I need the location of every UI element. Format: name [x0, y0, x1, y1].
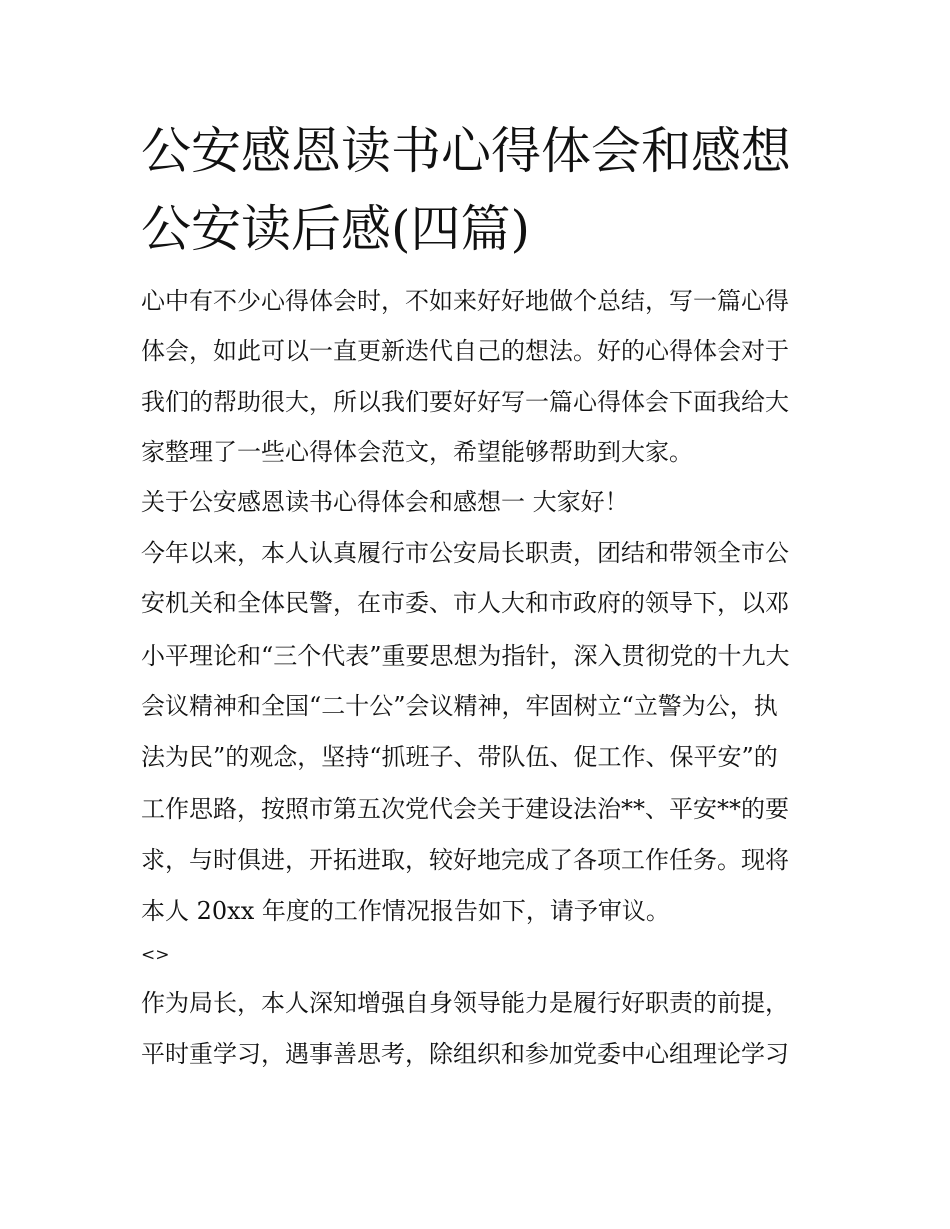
body-line: 平时重学习，遇事善思考，除组织和参加党委中心组理论学习 — [141, 1040, 789, 1068]
body-line: 家整理了一些心得体会范文，希望能够帮助到大家。 — [141, 438, 693, 466]
title-line-2: 公安读后感(四篇) — [141, 200, 531, 258]
body-line: 我们的帮助很大，所以我们要好好写一篇心得体会下面我给大 — [141, 388, 789, 416]
body-line: 求，与时俱进，开拓进取，较好地完成了各项工作任务。现将 — [141, 846, 789, 874]
body-line: 本人 20xx 年度的工作情况报告如下，请予审议。 — [141, 897, 670, 925]
body-line: 法为民”的观念，坚持“抓班子、带队伍、促工作、保平安”的 — [141, 743, 778, 771]
section-heading: 关于公安感恩读书心得体会和感想一 大家好！ — [141, 488, 629, 516]
title-line-1: 公安感恩读书心得体会和感想 — [141, 122, 791, 180]
body-line: 安机关和全体民警，在市委、市人大和市政府的领导下，以邓 — [141, 589, 789, 617]
body-line: 小平理论和“三个代表”重要思想为指针，深入贯彻党的十九大 — [141, 642, 790, 670]
body-line: 工作思路，按照市第五次党代会关于建设法治**、平安**的要 — [141, 795, 789, 823]
placeholder-marker: <> — [141, 945, 170, 965]
document-title — [141, 112, 821, 268]
body-line: 作为局长，本人深知增强自身领导能力是履行好职责的前提， — [141, 989, 789, 1017]
body-line: 心中有不少心得体会时，不如来好好地做个总结，写一篇心得 — [141, 287, 789, 315]
body-line: 会议精神和全国“二十公”会议精神，牢固树立“立警为公，执 — [141, 692, 778, 720]
body-line: 体会，如此可以一直更新迭代自己的想法。好的心得体会对于 — [141, 337, 789, 365]
body-line: 今年以来，本人认真履行市公安局长职责，团结和带领全市公 — [141, 539, 789, 567]
